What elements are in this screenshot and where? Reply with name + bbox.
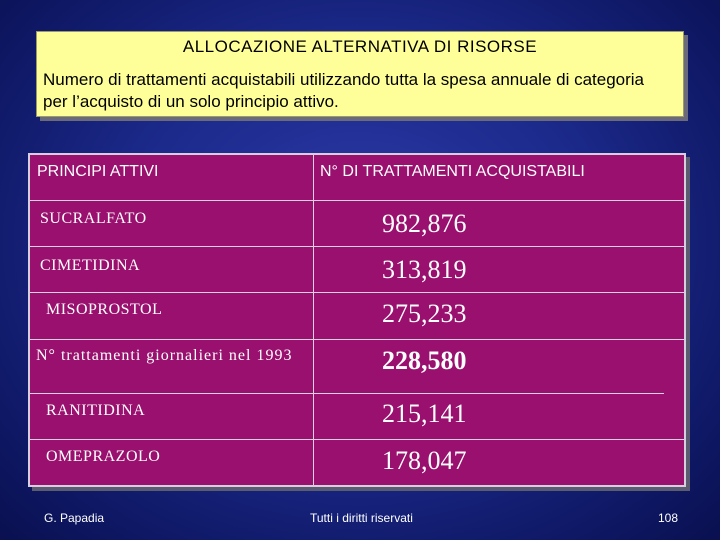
header-active-principles: PRINCIPI ATTIVI — [37, 163, 159, 180]
row-divider — [30, 246, 684, 247]
row-divider — [30, 200, 684, 201]
row-value: 178,047 — [382, 446, 467, 475]
row-name: SUCRALFATO — [40, 210, 147, 227]
column-divider — [313, 155, 314, 485]
row-divider — [30, 393, 664, 394]
row-value: 313,819 — [382, 255, 467, 284]
row-name: N° trattamenti giornalieri nel 1993 — [36, 347, 293, 364]
slide-title-box — [36, 31, 684, 117]
slide-title: ALLOCAZIONE ALTERNATIVA DI RISORSE — [182, 37, 538, 56]
row-value: 275,233 — [382, 299, 467, 328]
footer-author: G. Papadia — [44, 511, 105, 525]
page-number: 108 — [658, 511, 679, 525]
row-divider — [30, 339, 684, 340]
row-name: OMEPRAZOLO — [46, 448, 161, 465]
treatments-table — [28, 153, 686, 487]
row-name: RANITIDINA — [46, 402, 146, 419]
slide-subtitle: Numero di trattamenti acquistabili utilizzando tutta la spesa annuale di categoria per l’acquisto di un solo principio attivo. — [43, 70, 645, 111]
row-name: MISOPROSTOL — [46, 301, 163, 318]
row-divider — [30, 439, 684, 440]
row-value: 982,876 — [382, 209, 467, 238]
row-value: 228,580 — [382, 346, 467, 375]
row-divider — [30, 292, 684, 293]
row-value: 215,141 — [382, 399, 467, 428]
row-name: CIMETIDINA — [40, 257, 141, 274]
header-treatments: N° DI TRATTAMENTI ACQUISTABILI — [320, 163, 585, 180]
footer-rights: Tutti i diritti riservati — [310, 511, 413, 525]
